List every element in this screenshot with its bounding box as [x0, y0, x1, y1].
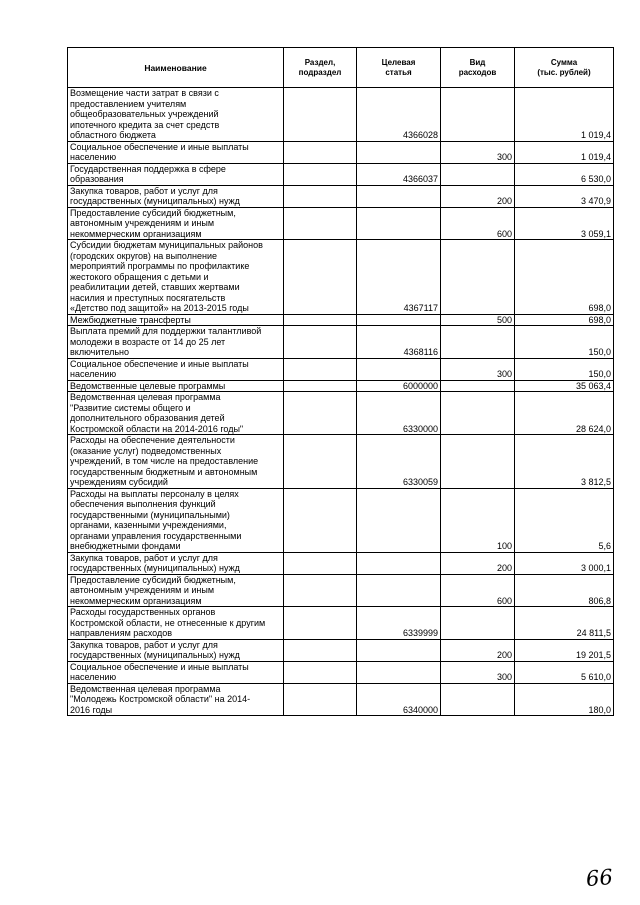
cell-target-article: [357, 552, 441, 574]
cell-name: Закупка товаров, работ и услуг для государственных (муниципальных) нужд: [68, 185, 284, 207]
header-expense-type: Вид расходов: [441, 48, 515, 88]
table-row: [68, 163, 614, 185]
cell-amount: 6 530,0: [515, 163, 614, 185]
cell-target-article: 4368116: [357, 326, 441, 359]
cell-expense-type: 300: [441, 141, 515, 163]
cell-amount: 5,6: [515, 488, 614, 552]
table-row: [68, 207, 614, 240]
cell-target-article: [357, 488, 441, 552]
cell-expense-type: [441, 392, 515, 435]
cell-section: [284, 488, 357, 552]
header-row: [68, 48, 614, 88]
cell-expense-type: [441, 380, 515, 392]
cell-name: Государственная поддержка в сфере образования: [68, 163, 284, 185]
cell-target-article: [357, 207, 441, 240]
cell-section: [284, 141, 357, 163]
cell-expense-type: 300: [441, 661, 515, 683]
table-row: [68, 380, 614, 392]
cell-name: Выплата премий для поддержки талантливой молодежи в возрасте от 14 до 25 лет включительно: [68, 326, 284, 359]
cell-name: Предоставление субсидий бюджетным, автономным учреждениям и иным некоммерческим организациям: [68, 574, 284, 607]
cell-name: Ведомственная целевая программа "Развитие системы общего и дополнительного образования детей Костромской области на 2014-2016 годы": [68, 392, 284, 435]
cell-amount: 5 610,0: [515, 661, 614, 683]
cell-amount: 180,0: [515, 683, 614, 716]
header-amount: Сумма (тыс. рублей): [515, 48, 614, 88]
cell-expense-type: [441, 607, 515, 640]
cell-name: Ведомственная целевая программа "Молодежь Костромской области" на 2014- 2016 годы: [68, 683, 284, 716]
cell-target-article: 6000000: [357, 380, 441, 392]
cell-expense-type: 600: [441, 574, 515, 607]
header-name: Наименование: [68, 48, 284, 88]
cell-amount: 1 019,4: [515, 141, 614, 163]
table-row: [68, 661, 614, 683]
cell-amount: 150,0: [515, 326, 614, 359]
cell-name: Социальное обеспечение и иные выплаты населению: [68, 358, 284, 380]
header-target-article: Целевая статья: [357, 48, 441, 88]
table-row: [68, 358, 614, 380]
cell-expense-type: 500: [441, 314, 515, 326]
table-row: [68, 552, 614, 574]
cell-expense-type: 200: [441, 185, 515, 207]
cell-name: Закупка товаров, работ и услуг для государственных (муниципальных) нужд: [68, 552, 284, 574]
cell-expense-type: 300: [441, 358, 515, 380]
cell-amount: 150,0: [515, 358, 614, 380]
cell-expense-type: 100: [441, 488, 515, 552]
cell-section: [284, 240, 357, 315]
cell-name: Расходы государственных органов Костромской области, не отнесенные к другим направлениям расходов: [68, 607, 284, 640]
cell-target-article: 6339999: [357, 607, 441, 640]
table-row: [68, 392, 614, 435]
table-row: [68, 314, 614, 326]
table-row: [68, 141, 614, 163]
cell-name: Возмещение части затрат в связи с предоставлением учителям общеобразовательных учреждений ипотечного кредита за счет средств областного бюджета: [68, 88, 284, 142]
cell-name: Межбюджетные трансферты: [68, 314, 284, 326]
table-row: [68, 435, 614, 489]
cell-name: Социальное обеспечение и иные выплаты населению: [68, 141, 284, 163]
table-row: [68, 88, 614, 142]
cell-expense-type: 200: [441, 552, 515, 574]
cell-name: Расходы на обеспечение деятельности (оказание услуг) подведомственных учреждений, в том числе на предоставление государственным бюджетным и автономным учреждениям субсидий: [68, 435, 284, 489]
cell-target-article: [357, 574, 441, 607]
cell-expense-type: [441, 683, 515, 716]
cell-amount: 3 059,1: [515, 207, 614, 240]
budget-table: [67, 47, 614, 716]
table-row: [68, 639, 614, 661]
cell-section: [284, 185, 357, 207]
cell-section: [284, 314, 357, 326]
table-row: [68, 488, 614, 552]
cell-section: [284, 358, 357, 380]
cell-section: [284, 207, 357, 240]
cell-section: [284, 380, 357, 392]
table-row: [68, 607, 614, 640]
cell-amount: 1 019,4: [515, 88, 614, 142]
cell-section: [284, 607, 357, 640]
cell-section: [284, 163, 357, 185]
table-row: [68, 683, 614, 716]
cell-expense-type: [441, 326, 515, 359]
table-row: [68, 185, 614, 207]
cell-amount: 3 000,1: [515, 552, 614, 574]
cell-expense-type: [441, 163, 515, 185]
cell-name: Закупка товаров, работ и услуг для государственных (муниципальных) нужд: [68, 639, 284, 661]
cell-name: Расходы на выплаты персоналу в целях обеспечения выполнения функций государственными (муниципальными) органами, казенными учреждениями, органами управления государственными внебюджетными фондами: [68, 488, 284, 552]
cell-section: [284, 392, 357, 435]
page-number: 66: [585, 864, 614, 892]
cell-target-article: [357, 185, 441, 207]
cell-target-article: 6330059: [357, 435, 441, 489]
cell-amount: 698,0: [515, 314, 614, 326]
cell-target-article: [357, 661, 441, 683]
cell-section: [284, 639, 357, 661]
cell-section: [284, 435, 357, 489]
cell-target-article: [357, 639, 441, 661]
cell-expense-type: 200: [441, 639, 515, 661]
cell-target-article: [357, 141, 441, 163]
cell-amount: 3 812,5: [515, 435, 614, 489]
cell-amount: 28 624,0: [515, 392, 614, 435]
cell-section: [284, 661, 357, 683]
cell-section: [284, 326, 357, 359]
cell-target-article: 4367117: [357, 240, 441, 315]
cell-amount: 3 470,9: [515, 185, 614, 207]
cell-name: Социальное обеспечение и иные выплаты населению: [68, 661, 284, 683]
table-row: [68, 326, 614, 359]
cell-expense-type: [441, 88, 515, 142]
cell-target-article: 6340000: [357, 683, 441, 716]
cell-amount: 35 063,4: [515, 380, 614, 392]
cell-target-article: 4366028: [357, 88, 441, 142]
cell-expense-type: [441, 435, 515, 489]
cell-amount: 24 811,5: [515, 607, 614, 640]
cell-section: [284, 683, 357, 716]
cell-name: Ведомственные целевые программы: [68, 380, 284, 392]
header-section: Раздел, подраздел: [284, 48, 357, 88]
cell-section: [284, 552, 357, 574]
cell-target-article: 6330000: [357, 392, 441, 435]
cell-section: [284, 574, 357, 607]
table-row: [68, 574, 614, 607]
cell-expense-type: 600: [441, 207, 515, 240]
cell-name: Субсидии бюджетам муниципальных районов (городских округов) на выполнение мероприятий программы по профилактике жестокого обращения с детьми и реабилитации детей, ставших жертвами насилия и преступных посягательств «Детство под защитой» на 2013-2015 годы: [68, 240, 284, 315]
cell-target-article: [357, 358, 441, 380]
cell-name: Предоставление субсидий бюджетным, автономным учреждениям и иным некоммерческим организациям: [68, 207, 284, 240]
cell-target-article: 4366037: [357, 163, 441, 185]
cell-section: [284, 88, 357, 142]
cell-target-article: [357, 314, 441, 326]
cell-amount: 806,8: [515, 574, 614, 607]
cell-amount: 19 201,5: [515, 639, 614, 661]
cell-expense-type: [441, 240, 515, 315]
cell-amount: 698,0: [515, 240, 614, 315]
table-row: [68, 240, 614, 315]
